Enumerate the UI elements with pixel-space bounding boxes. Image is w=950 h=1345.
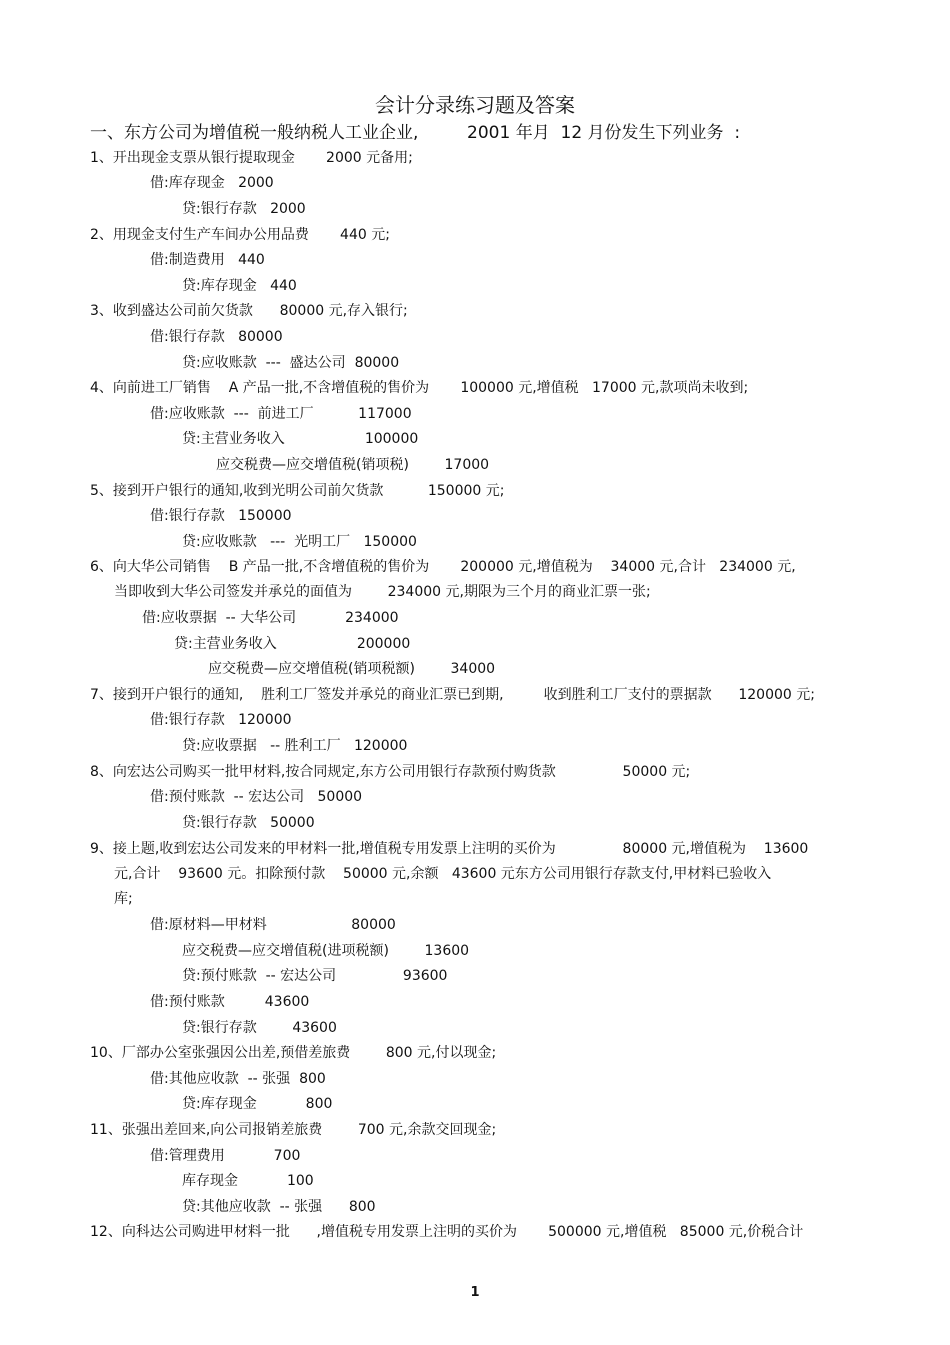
entry-line: 贷:银行存款 50000 <box>182 815 315 831</box>
section-heading: 一、东方公司为增值税一般纳税人工业企业, 2001 年月 12 月份发生下列业务 : <box>90 123 741 143</box>
entry-line: 元,合计 93600 元。扣除预付款 50000 元,余额 43600 元东方公司用银行存款支付,甲材料已验收入 <box>114 866 772 882</box>
entry-line: 贷:库存现金 440 <box>182 278 297 294</box>
entry-line: 7、接到开户银行的通知, 胜利工厂签发并承兑的商业汇票已到期, 收到胜利工厂支付的票据款 120000 元; <box>90 687 815 703</box>
entry-line: 应交税费—应交增值税(进项税额) 13600 <box>182 943 470 959</box>
entry-line: 贷:预付账款 -- 宏达公司 93600 <box>182 968 448 984</box>
entry-line: 11、张强出差回来,向公司报销差旅费 700 元,余款交回现金; <box>90 1122 497 1138</box>
entry-line: 应交税费—应交增值税(销项税额) 34000 <box>208 661 496 677</box>
entry-line: 4、向前进工厂销售 A 产品一批,不含增值税的售价为 100000 元,增值税 17000 元,款项尚未收到; <box>90 380 749 396</box>
page-title: 会计分录练习题及答案 <box>375 93 575 117</box>
entry-line: 3、收到盛达公司前欠货款 80000 元,存入银行; <box>90 303 408 319</box>
entry-line: 借:银行存款 80000 <box>150 329 283 345</box>
entry-line: 10、厂部办公室张强因公出差,预借差旅费 800 元,付以现金; <box>90 1045 497 1061</box>
entry-line: 借:管理费用 700 <box>150 1148 301 1164</box>
page-number: 1 <box>470 1285 480 1300</box>
entry-line: 借:应收票据 -- 大华公司 234000 <box>142 610 399 626</box>
entry-line: 借:预付账款 43600 <box>150 994 310 1010</box>
entry-line: 贷:银行存款 43600 <box>182 1020 337 1036</box>
entry-line: 5、接到开户银行的通知,收到光明公司前欠货款 150000 元; <box>90 483 505 499</box>
entry-line: 1、开出现金支票从银行提取现金 2000 元备用; <box>90 150 413 166</box>
entry-line: 借:其他应收款 -- 张强 800 <box>150 1071 326 1087</box>
entry-line: 借:库存现金 2000 <box>150 175 274 191</box>
entry-line: 贷:库存现金 800 <box>182 1096 333 1112</box>
entry-line: 借:原材料—甲材料 80000 <box>150 917 396 933</box>
entry-line: 借:应收账款 --- 前进工厂 117000 <box>150 406 412 422</box>
entry-line: 贷:应收账款 --- 盛达公司 80000 <box>182 355 400 371</box>
entry-line: 借:银行存款 150000 <box>150 508 292 524</box>
entry-line: 6、向大华公司销售 B 产品一批,不含增值税的售价为 200000 元,增值税为 34000 元,合计 234000 元, <box>90 559 796 575</box>
entry-line: 8、向宏达公司购买一批甲材料,按合同规定,东方公司用银行存款预付购货款 50000 元; <box>90 764 691 780</box>
entry-line: 库; <box>114 891 133 907</box>
entry-line: 贷:其他应收款 -- 张强 800 <box>182 1199 376 1215</box>
entry-line: 9、接上题,收到宏达公司发来的甲材料一批,增值税专用发票上注明的买价为 80000 元,增值税为 13600 <box>90 841 809 857</box>
entry-line: 贷:应收账款 --- 光明工厂 150000 <box>182 534 417 550</box>
entry-line: 当即收到大华公司签发并承兑的面值为 234000 元,期限为三个月的商业汇票一张; <box>114 584 651 600</box>
entry-line: 借:预付账款 -- 宏达公司 50000 <box>150 789 363 805</box>
entry-line: 借:银行存款 120000 <box>150 712 292 728</box>
entry-line: 应交税费—应交增值税(销项税) 17000 <box>216 457 490 473</box>
entry-line: 2、用现金支付生产车间办公用品费 440 元; <box>90 227 390 243</box>
entry-line: 贷:主营业务收入 200000 <box>174 636 411 652</box>
entry-line: 借:制造费用 440 <box>150 252 265 268</box>
entry-line: 12、向科达公司购进甲材料一批 ,增值税专用发票上注明的买价为 500000 元,增值税 85000 元,价税合计 <box>90 1224 804 1240</box>
entry-line: 贷:银行存款 2000 <box>182 201 306 217</box>
entry-line: 贷:应收票据 -- 胜利工厂 120000 <box>182 738 408 754</box>
entry-line: 库存现金 100 <box>182 1173 314 1189</box>
entry-line: 贷:主营业务收入 100000 <box>182 431 419 447</box>
